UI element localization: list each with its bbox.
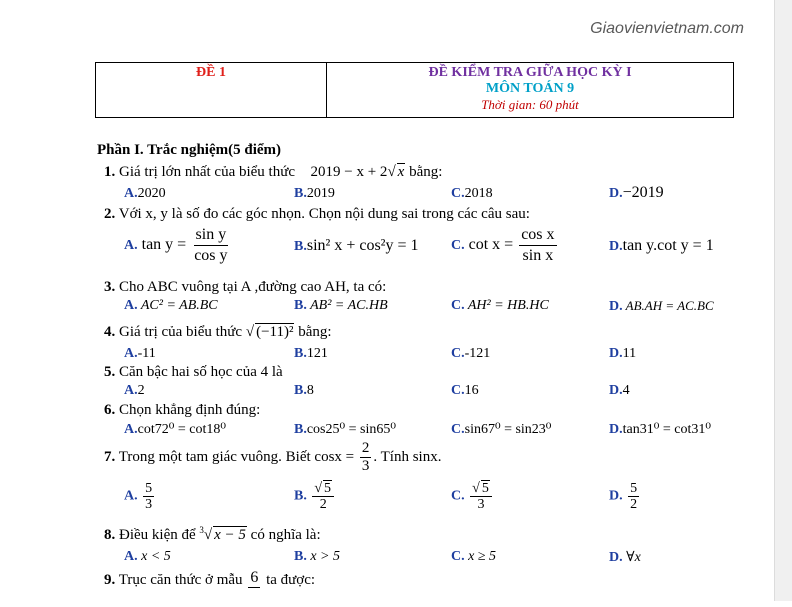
option-b[interactable] bbox=[294, 421, 396, 438]
option-d[interactable] bbox=[609, 549, 641, 566]
option-d[interactable] bbox=[609, 346, 636, 362]
cube-root-icon: √ bbox=[203, 527, 213, 543]
section-title: Phần I. Trắc nghiệm(5 điểm) bbox=[97, 142, 282, 158]
option-letter: C. bbox=[451, 422, 465, 437]
option-letter: D. bbox=[609, 422, 623, 437]
exam-title: ĐỀ KIỂM TRA GIỮA HỌC KỲ I bbox=[428, 65, 632, 80]
exam-code-cell bbox=[96, 63, 327, 118]
math-radicand: x bbox=[397, 164, 405, 180]
option-value: -11 bbox=[137, 346, 156, 361]
option-value: ∀x bbox=[626, 550, 641, 565]
question-tail: . Tính sinx. bbox=[373, 448, 442, 465]
option-letter: A. bbox=[124, 346, 138, 361]
option-value: tan31⁰ = cot31⁰ bbox=[622, 422, 711, 437]
option-letter: C. bbox=[451, 346, 465, 361]
option-c[interactable] bbox=[451, 346, 490, 362]
option-value: 8 bbox=[306, 383, 314, 398]
option-c[interactable] bbox=[451, 186, 493, 202]
option-b[interactable] bbox=[294, 186, 335, 202]
fraction-denominator: 3 bbox=[477, 497, 485, 512]
fraction-denominator: 2 bbox=[630, 497, 638, 512]
option-letter: D. bbox=[609, 346, 623, 361]
option-letter: C. bbox=[451, 238, 465, 254]
option-value: cos25⁰ = sin65⁰ bbox=[306, 422, 396, 437]
option-value: 2018 bbox=[464, 186, 493, 201]
sqrt-icon: √ bbox=[472, 481, 480, 496]
option-value: sin² x + cos²y = 1 bbox=[306, 237, 419, 254]
option-value: cot72⁰ = cot18⁰ bbox=[137, 422, 226, 437]
option-letter: C. bbox=[451, 549, 465, 564]
fraction-numerator: 6 bbox=[250, 569, 259, 586]
option-value: 11 bbox=[622, 346, 637, 361]
option-c[interactable] bbox=[451, 298, 549, 314]
question-number: 1. bbox=[104, 164, 116, 180]
option-letter: C. bbox=[451, 383, 465, 398]
option-value: x ≥ 5 bbox=[468, 549, 497, 564]
option-value: tan y = bbox=[141, 236, 187, 254]
option-letter: D. bbox=[609, 488, 623, 504]
option-letter: B. bbox=[294, 186, 307, 201]
option-letter: D. bbox=[609, 299, 623, 314]
exam-code: ĐỀ 1 bbox=[196, 65, 226, 80]
option-letter: A. bbox=[124, 238, 138, 254]
question-number: 6. bbox=[104, 402, 116, 418]
option-value: -121 bbox=[464, 346, 491, 361]
option-letter: A. bbox=[124, 383, 138, 398]
math-radicand: 5 bbox=[481, 481, 489, 496]
option-letter: D. bbox=[609, 383, 623, 398]
question-number: 7. bbox=[104, 448, 116, 465]
math-radicand: (−11)² bbox=[256, 324, 294, 340]
watermark: Giaovienvietnam.com bbox=[590, 20, 744, 37]
option-value: 121 bbox=[306, 346, 328, 361]
option-value: AH² = HB.HC bbox=[467, 298, 549, 313]
option-a[interactable] bbox=[124, 383, 145, 399]
option-value: 2 bbox=[137, 383, 145, 398]
option-letter: B. bbox=[294, 239, 307, 254]
option-value: 2020 bbox=[137, 186, 166, 201]
option-b[interactable] bbox=[294, 549, 340, 565]
fraction-denominator bbox=[250, 588, 258, 607]
fraction-denominator: 3 bbox=[145, 497, 153, 512]
option-d[interactable] bbox=[609, 237, 714, 255]
question-3 bbox=[104, 279, 386, 296]
option-c[interactable] bbox=[451, 481, 494, 512]
question-text: Căn bậc hai số học của 4 là bbox=[119, 364, 283, 380]
option-d[interactable] bbox=[609, 481, 641, 512]
fraction-numerator: sin y bbox=[194, 225, 229, 246]
question-number: 8. bbox=[104, 527, 116, 543]
question-tail: có nghĩa là: bbox=[250, 527, 321, 543]
question-text: Cho ABC vuông tại A ,đường cao AH, ta có: bbox=[119, 279, 387, 295]
question-8 bbox=[104, 527, 321, 544]
option-b[interactable] bbox=[294, 237, 418, 255]
fraction-numerator: 2 bbox=[361, 440, 370, 456]
question-number: 5. bbox=[104, 364, 116, 380]
option-d[interactable] bbox=[609, 298, 714, 315]
option-letter: C. bbox=[451, 186, 465, 201]
fraction-numerator: 5 bbox=[630, 481, 638, 496]
question-7 bbox=[104, 440, 441, 475]
option-b[interactable] bbox=[294, 481, 336, 512]
option-value: 16 bbox=[464, 383, 479, 398]
option-a[interactable] bbox=[124, 225, 232, 266]
question-tail: bằng: bbox=[298, 324, 332, 340]
vertical-scrollbar[interactable] bbox=[774, 0, 792, 601]
question-4 bbox=[104, 324, 332, 341]
math-expression: 2019 − x + 2 bbox=[310, 164, 388, 180]
option-value: 4 bbox=[622, 383, 630, 398]
question-tail: ta được: bbox=[266, 572, 316, 588]
question-number: 4. bbox=[104, 324, 116, 340]
option-a[interactable] bbox=[124, 186, 166, 202]
option-letter: B. bbox=[294, 422, 307, 437]
option-value: cot x = bbox=[468, 236, 514, 254]
option-d[interactable] bbox=[609, 184, 664, 202]
question-text: Trong một tam giác vuông. Biết cosx = bbox=[118, 448, 355, 465]
option-c[interactable] bbox=[451, 549, 496, 565]
question-text: Với x, y là số đo các góc nhọn. Chọn nội dung sai trong các câu sau: bbox=[118, 206, 530, 222]
option-value: −2019 bbox=[622, 184, 664, 201]
question-number: 3. bbox=[104, 279, 116, 295]
fraction-numerator: 5 bbox=[145, 481, 153, 496]
option-value: x < 5 bbox=[141, 549, 171, 564]
question-6 bbox=[104, 402, 260, 419]
option-value: x > 5 bbox=[310, 549, 341, 564]
option-c[interactable] bbox=[451, 421, 551, 438]
question-text: Giá trị lớn nhất của biểu thức bbox=[119, 164, 296, 180]
option-letter: B. bbox=[294, 488, 307, 504]
option-value: AB.AH = AC.BC bbox=[625, 298, 714, 313]
question-9 bbox=[104, 569, 316, 607]
math-radicand: 5 bbox=[324, 481, 332, 496]
option-a[interactable] bbox=[124, 481, 156, 512]
fraction-denominator: cos y bbox=[194, 247, 228, 264]
option-letter: A. bbox=[124, 549, 138, 564]
fraction-numerator: cos x bbox=[519, 225, 556, 246]
option-letter: A. bbox=[124, 422, 138, 437]
option-d[interactable] bbox=[609, 383, 630, 399]
option-letter: A. bbox=[124, 186, 138, 201]
fraction-denominator: 3 bbox=[361, 458, 370, 474]
sqrt-icon: √ bbox=[314, 481, 323, 496]
exam-info-cell bbox=[327, 63, 734, 118]
option-c[interactable] bbox=[451, 383, 479, 399]
option-letter: B. bbox=[294, 549, 307, 564]
question-number: 9. bbox=[104, 572, 116, 588]
option-d[interactable] bbox=[609, 421, 711, 438]
option-value: 2019 bbox=[306, 186, 335, 201]
option-letter: A. bbox=[124, 488, 138, 504]
option-value: AC² = AB.BC bbox=[140, 298, 218, 313]
option-b[interactable] bbox=[294, 346, 328, 362]
option-letter: D. bbox=[609, 239, 623, 254]
option-value: sin67⁰ = sin23⁰ bbox=[464, 422, 552, 437]
option-c[interactable] bbox=[451, 225, 559, 266]
option-value: AB² = AC.HB bbox=[310, 298, 388, 313]
option-letter: B. bbox=[294, 298, 307, 313]
option-letter: D. bbox=[609, 550, 623, 565]
question-text: Giá trị của biểu thức bbox=[119, 324, 243, 340]
question-text: Chọn khẳng định đúng: bbox=[119, 402, 261, 418]
math-radicand: x − 5 bbox=[214, 527, 246, 543]
sqrt-icon: √ bbox=[245, 324, 255, 340]
question-number: 2. bbox=[104, 206, 116, 222]
question-2 bbox=[104, 206, 530, 223]
option-letter: C. bbox=[451, 488, 465, 504]
option-letter: B. bbox=[294, 383, 307, 398]
option-letter: C. bbox=[451, 298, 465, 313]
sqrt-icon: √ bbox=[387, 164, 396, 180]
option-value: tan y.cot y = 1 bbox=[622, 237, 714, 254]
option-b[interactable] bbox=[294, 383, 314, 399]
fraction-denominator: sin x bbox=[522, 247, 554, 264]
option-b[interactable] bbox=[294, 298, 388, 314]
option-a[interactable] bbox=[124, 549, 171, 565]
option-letter: D. bbox=[609, 186, 623, 201]
option-a[interactable] bbox=[124, 346, 156, 362]
fraction-denominator: 2 bbox=[319, 497, 327, 512]
question-text: Trục căn thức ở mẫu bbox=[118, 572, 243, 588]
exam-duration: Thời gian: 60 phút bbox=[481, 97, 579, 112]
exam-header-table bbox=[95, 62, 734, 118]
question-text: Điều kiện để bbox=[119, 527, 196, 543]
question-1 bbox=[104, 164, 442, 181]
option-letter: B. bbox=[294, 346, 307, 361]
option-letter: A. bbox=[124, 298, 138, 313]
option-a[interactable] bbox=[124, 298, 218, 314]
option-a[interactable] bbox=[124, 421, 226, 438]
question-tail: bằng: bbox=[409, 164, 443, 180]
exam-subject: MÔN TOÁN 9 bbox=[485, 81, 575, 96]
root-index: 3 bbox=[199, 525, 204, 535]
question-5 bbox=[104, 364, 283, 381]
